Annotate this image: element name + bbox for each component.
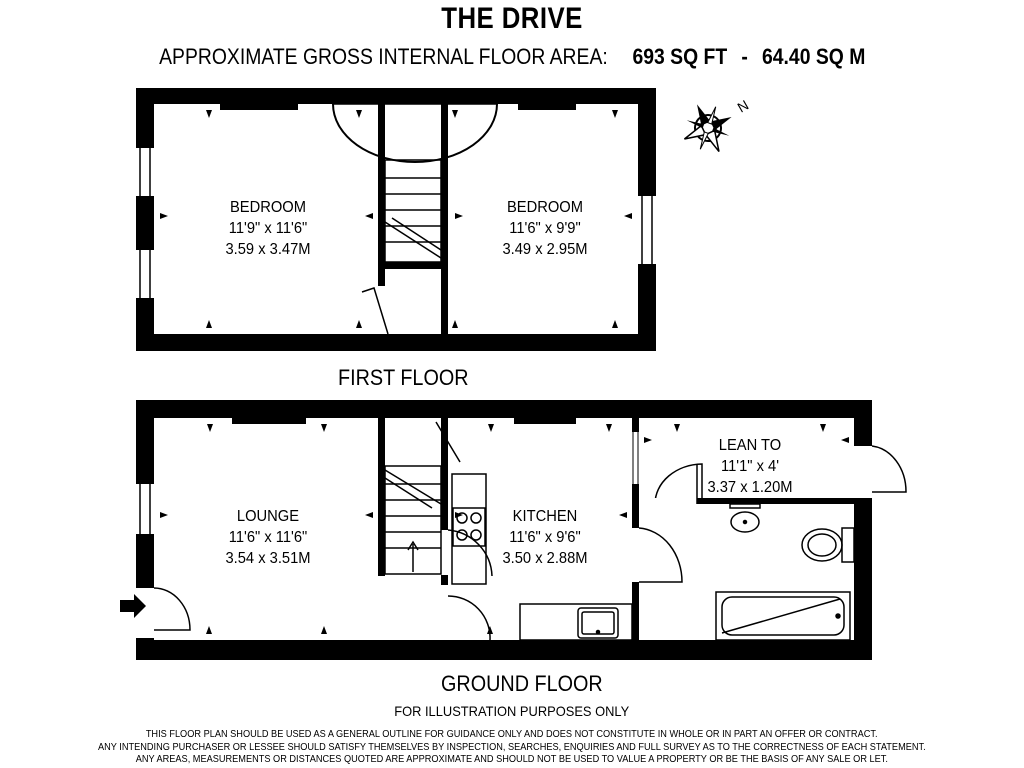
- internal-door: [639, 528, 682, 582]
- sink-icon: [578, 608, 618, 638]
- floor-area-label: APPROXIMATE GROSS INTERNAL FLOOR AREA:: [158, 44, 608, 69]
- room-metric: 3.49 x 2.95M: [502, 241, 588, 258]
- disclaimer-line: ANY INTENDING PURCHASER OR LESSEE SHOULD SATISFY THEMSELVES BY INSPECTION, SEARCHES, ENQUIRIES AND FULL SURVEY AS TO THE CORRECTNESS OF EACH STATEMENT.: [98, 741, 926, 753]
- front-door: [154, 588, 190, 630]
- room-imperial: 11'6" x 9'6": [509, 529, 581, 546]
- toilet-icon: [802, 528, 854, 562]
- window: [638, 196, 656, 264]
- illustration-note-text: FOR ILLUSTRATION PURPOSES ONLY: [394, 703, 630, 719]
- window: [136, 250, 154, 298]
- room-imperial: 11'6" x 11'6": [228, 529, 308, 546]
- room-name: BEDROOM: [506, 199, 584, 216]
- first-floor-wall-bottom: [136, 334, 656, 351]
- room-name: BEDROOM: [229, 199, 307, 216]
- radiator: [220, 104, 298, 110]
- room-name: LEAN TO: [718, 437, 782, 454]
- radiator: [518, 104, 576, 110]
- bath-icon: [716, 592, 850, 640]
- first-floor-wall-left: [136, 88, 154, 351]
- window: [136, 484, 154, 534]
- staircase: [385, 160, 441, 262]
- back-door: [872, 446, 906, 492]
- illustration-note: [0, 703, 1024, 719]
- room-imperial: 11'6" x 9'9": [509, 220, 581, 237]
- window: [136, 148, 154, 196]
- room-metric: 3.59 x 3.47M: [225, 241, 311, 258]
- staircase: [385, 466, 441, 574]
- window: [632, 432, 639, 484]
- basin-icon: [730, 504, 760, 532]
- disclaimer-line: THIS FLOOR PLAN SHOULD BE USED AS A GENERAL OUTLINE FOR GUIDANCE ONLY AND DOES NOT CONSTITUTE IN WHOLE OR IN PART AN OFFER OR CONTRACT.: [146, 729, 878, 740]
- floor-area-separator: -: [741, 44, 748, 69]
- room-metric: 3.37 x 1.20M: [707, 479, 793, 496]
- room-metric: 3.50 x 2.88M: [502, 550, 588, 567]
- room-label-first-bedroom-2: [502, 197, 587, 260]
- plan-title: THE DRIVE: [441, 2, 583, 35]
- room-metric: 3.54 x 3.51M: [225, 550, 311, 567]
- room-name: KITCHEN: [512, 508, 578, 525]
- room-imperial: 11'1" x 4': [720, 458, 780, 475]
- room-label-lounge: [225, 506, 310, 569]
- cupboard-door: [362, 288, 388, 334]
- disclaimer-line: ANY AREAS, MEASUREMENTS OR DISTANCES QUOTED ARE APPROXIMATE AND SHOULD NOT BE USED TO VALUE A PROPERTY OR BE THE BASIS OF ANY SALE OR LET.: [135, 754, 889, 765]
- worktop: [452, 474, 486, 584]
- first-floor-label: FIRST FLOOR: [338, 365, 469, 390]
- room-label-lean-to: [707, 435, 792, 498]
- first-floor-wall-top: [136, 88, 656, 104]
- disclaimer: [0, 729, 1024, 767]
- floor-area-sqm: 64.40 SQ M: [761, 44, 866, 69]
- ground-floor-label: GROUND FLOOR: [441, 671, 603, 696]
- room-name: LOUNGE: [236, 508, 300, 525]
- floor-area-sqft: 693 SQ FT: [632, 44, 727, 69]
- room-label-first-bedroom-1: [225, 197, 310, 260]
- room-imperial: 11'9" x 11'6": [228, 220, 308, 237]
- compass-rose-icon: [673, 93, 742, 162]
- room-label-kitchen: [502, 506, 587, 569]
- compass-north-label: N: [734, 96, 752, 116]
